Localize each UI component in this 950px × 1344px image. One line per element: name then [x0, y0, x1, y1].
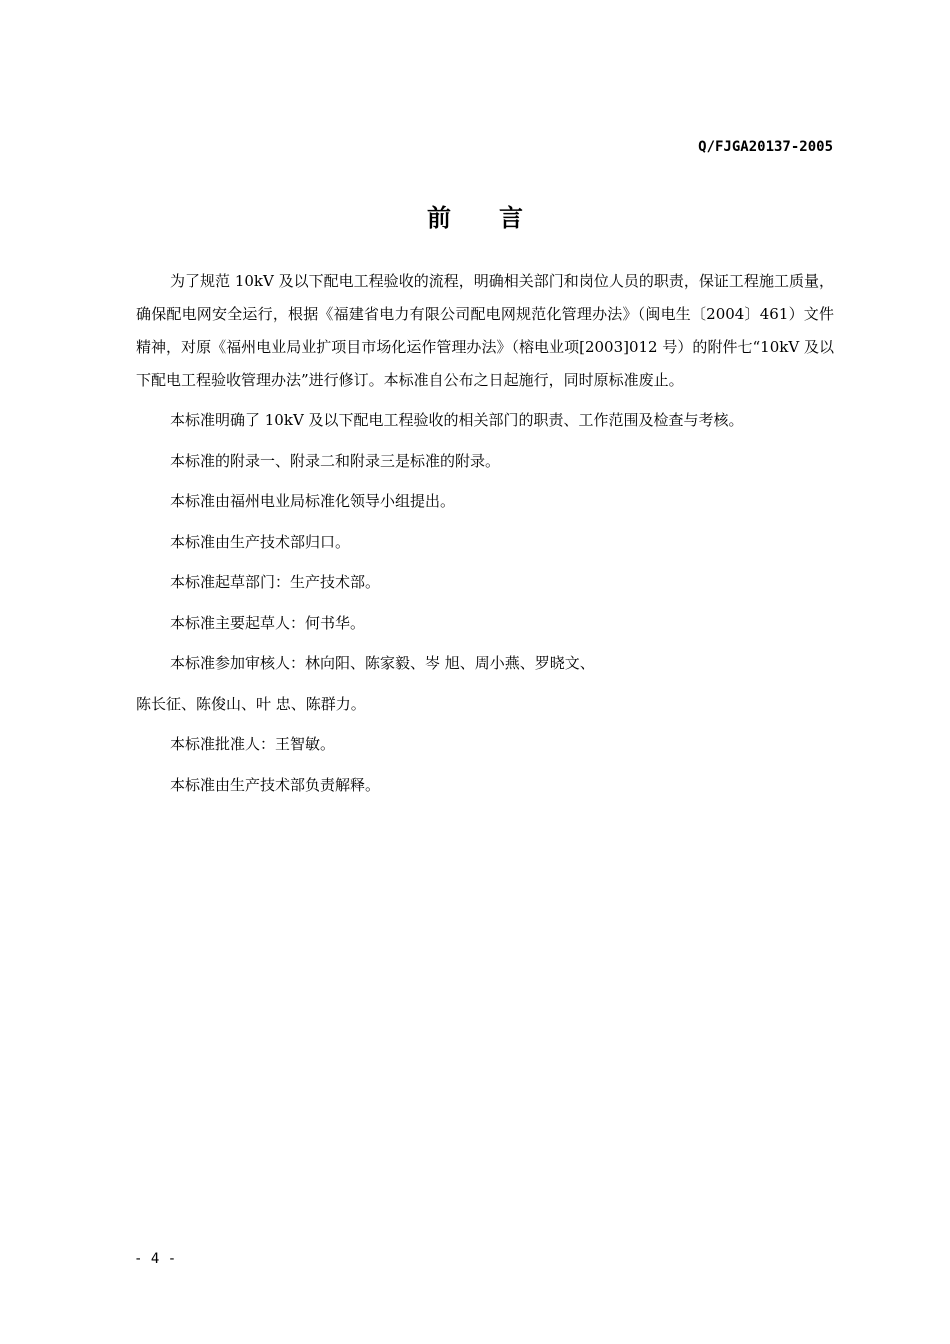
foreword-body — [136, 265, 834, 809]
statement-line-main-drafter: 本标准主要起草人：何书华。 — [170, 613, 366, 632]
statement-line-owner: 本标准由生产技术部归口。 — [170, 532, 351, 551]
statement-line-interpretation: 本标准由生产技术部负责解释。 — [170, 775, 381, 794]
page-number: - 4 - — [134, 1251, 177, 1267]
statement-line-appendix: 本标准的附录一、附录二和附录三是标准的附录。 — [170, 451, 501, 470]
intro-paragraph: 为了规范 10kV 及以下配电工程验收的流程，明确相关部门和岗位人员的职责，保证工程施工质量，确保配电网安全运行，根据《福建省电力有限公司配电网规范化管理办法》（闽电生〔2004〕461）文件精神，对原《福州电业局业扩项目市场化运作管理办法》（榕电业项[2003]012 号）的附件七“10kV 及以下配电工程验收管理办法”进行修订。本标准自公布之日起施行，同时原标准废止。 — [136, 272, 834, 389]
page-title — [0, 198, 950, 233]
page-title-char-2: 言 — [499, 204, 523, 232]
page-title-char-1: 前 — [427, 204, 451, 232]
statement-line-proposer: 本标准由福州电业局标准化领导小组提出。 — [170, 492, 456, 510]
document-code: Q/FJGA20137-2005 — [698, 139, 833, 155]
statement-line-drafting-dept: 本标准起草部门：生产技术部。 — [170, 573, 381, 591]
statement-line-scope: 本标准明确了 10kV 及以下配电工程验收的相关部门的职责、工作范围及检查与考核。 — [170, 411, 744, 429]
statement-line-reviewers-continued: 陈长征、陈俊山、叶 忠、陈群力。 — [136, 694, 366, 713]
statement-line-reviewers: 本标准参加审核人：林向阳、陈家毅、岑 旭、周小燕、罗晓文、 — [170, 654, 595, 672]
statement-line-approver: 本标准批准人：王智敏。 — [170, 735, 336, 753]
